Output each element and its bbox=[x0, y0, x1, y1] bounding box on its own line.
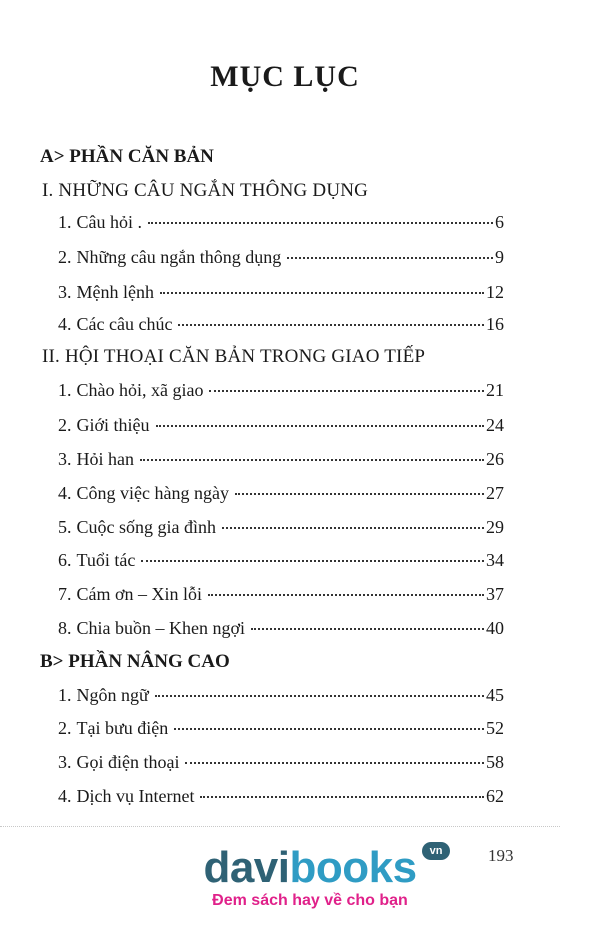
toc-entry bbox=[58, 718, 504, 744]
entry-page: 21 bbox=[486, 380, 504, 400]
dot-leader bbox=[140, 459, 484, 461]
entry-number: 4. bbox=[58, 314, 72, 334]
entry-page: 26 bbox=[486, 449, 504, 469]
toc-entry bbox=[58, 618, 504, 644]
dot-leader bbox=[174, 728, 484, 730]
entry-page: 12 bbox=[486, 282, 504, 302]
page-number: 193 bbox=[488, 846, 514, 865]
entry-label: Dịch vụ Internet bbox=[76, 786, 195, 806]
entry-number: 1. bbox=[58, 685, 72, 705]
dot-leader bbox=[209, 390, 484, 392]
toc-entry bbox=[58, 282, 504, 308]
entry-number: 4. bbox=[58, 483, 72, 503]
entry-label: Mệnh lệnh bbox=[76, 282, 154, 302]
dot-leader bbox=[200, 796, 484, 798]
page-title: MỤC LỤC bbox=[210, 60, 360, 93]
entry-page: 37 bbox=[486, 584, 504, 604]
toc-entry bbox=[58, 584, 504, 610]
entry-label: Câu hỏi . bbox=[76, 212, 142, 232]
dot-leader bbox=[185, 762, 484, 764]
toc-entry bbox=[58, 449, 504, 475]
entry-page: 58 bbox=[486, 752, 504, 772]
entry-label: Ngôn ngữ bbox=[76, 685, 149, 705]
entry-number: 5. bbox=[58, 517, 72, 537]
entry-page: 45 bbox=[486, 685, 504, 705]
entry-number: 3. bbox=[58, 449, 72, 469]
toc-entry bbox=[58, 786, 504, 812]
toc-entry bbox=[58, 247, 504, 273]
brand-tagline: Đem sách hay về cho bạn bbox=[212, 892, 408, 909]
entry-number: 2. bbox=[58, 718, 72, 738]
part-b-heading: B> PHẦN NÂNG CAO bbox=[40, 651, 230, 672]
entry-number: 6. bbox=[58, 550, 72, 570]
dot-leader bbox=[208, 594, 484, 596]
entry-number: 4. bbox=[58, 786, 72, 806]
footer-divider bbox=[0, 826, 560, 827]
entry-label: Tuổi tác bbox=[76, 550, 136, 570]
dot-leader bbox=[235, 493, 484, 495]
dot-leader bbox=[148, 222, 493, 224]
entry-label: Hỏi han bbox=[76, 449, 134, 469]
dot-leader bbox=[287, 257, 493, 259]
toc-entry bbox=[58, 380, 504, 406]
toc-entry bbox=[58, 752, 504, 778]
toc-entry bbox=[58, 212, 504, 238]
brand-part-2: books bbox=[289, 843, 417, 892]
brand-wordmark bbox=[170, 843, 450, 892]
dot-leader bbox=[141, 560, 484, 562]
entry-page: 34 bbox=[486, 550, 504, 570]
section-2-heading: II. HỘI THOẠI CĂN BẢN TRONG GIAO TIẾP bbox=[42, 346, 426, 367]
vn-badge: vn bbox=[422, 842, 450, 860]
toc-entry bbox=[58, 415, 504, 441]
part-a-heading: A> PHẦN CĂN BẢN bbox=[40, 146, 214, 167]
toc-entry bbox=[58, 483, 504, 509]
toc-entry bbox=[58, 550, 504, 576]
dot-leader bbox=[155, 695, 484, 697]
toc-entry bbox=[58, 517, 504, 543]
entry-label: Công việc hàng ngày bbox=[76, 483, 229, 503]
entry-page: 62 bbox=[486, 786, 504, 806]
dot-leader bbox=[156, 425, 484, 427]
entry-number: 3. bbox=[58, 282, 72, 302]
dot-leader bbox=[160, 292, 484, 294]
entry-page: 52 bbox=[486, 718, 504, 738]
entry-number: 1. bbox=[58, 212, 72, 232]
entry-page: 40 bbox=[486, 618, 504, 638]
davibooks-watermark bbox=[170, 843, 450, 910]
entry-page: 6 bbox=[495, 212, 504, 232]
dot-leader bbox=[222, 527, 484, 529]
toc-entry bbox=[58, 314, 504, 340]
entry-page: 27 bbox=[486, 483, 504, 503]
entry-number: 3. bbox=[58, 752, 72, 772]
entry-label: Các câu chúc bbox=[76, 314, 173, 334]
entry-page: 29 bbox=[486, 517, 504, 537]
entry-label: Gọi điện thoại bbox=[76, 752, 180, 772]
entry-label: Cám ơn – Xin lỗi bbox=[76, 584, 203, 604]
entry-label: Giới thiệu bbox=[76, 415, 150, 435]
section-1-heading: I. NHỮNG CÂU NGẮN THÔNG DỤNG bbox=[42, 180, 369, 201]
toc-entry bbox=[58, 685, 504, 711]
entry-label: Chào hỏi, xã giao bbox=[76, 380, 204, 400]
entry-label: Tại bưu điện bbox=[76, 718, 169, 738]
entry-number: 2. bbox=[58, 247, 72, 267]
entry-page: 24 bbox=[486, 415, 504, 435]
entry-label: Chia buồn – Khen ngợi bbox=[76, 618, 246, 638]
dot-leader bbox=[178, 324, 484, 326]
brand-part-1: davi bbox=[203, 843, 290, 892]
dot-leader bbox=[251, 628, 484, 630]
entry-page: 9 bbox=[495, 247, 504, 267]
entry-number: 7. bbox=[58, 584, 72, 604]
entry-number: 2. bbox=[58, 415, 72, 435]
entry-number: 1. bbox=[58, 380, 72, 400]
entry-number: 8. bbox=[58, 618, 72, 638]
entry-label: Cuộc sống gia đình bbox=[76, 517, 216, 537]
entry-page: 16 bbox=[486, 314, 504, 334]
entry-label: Những câu ngắn thông dụng bbox=[76, 247, 282, 267]
